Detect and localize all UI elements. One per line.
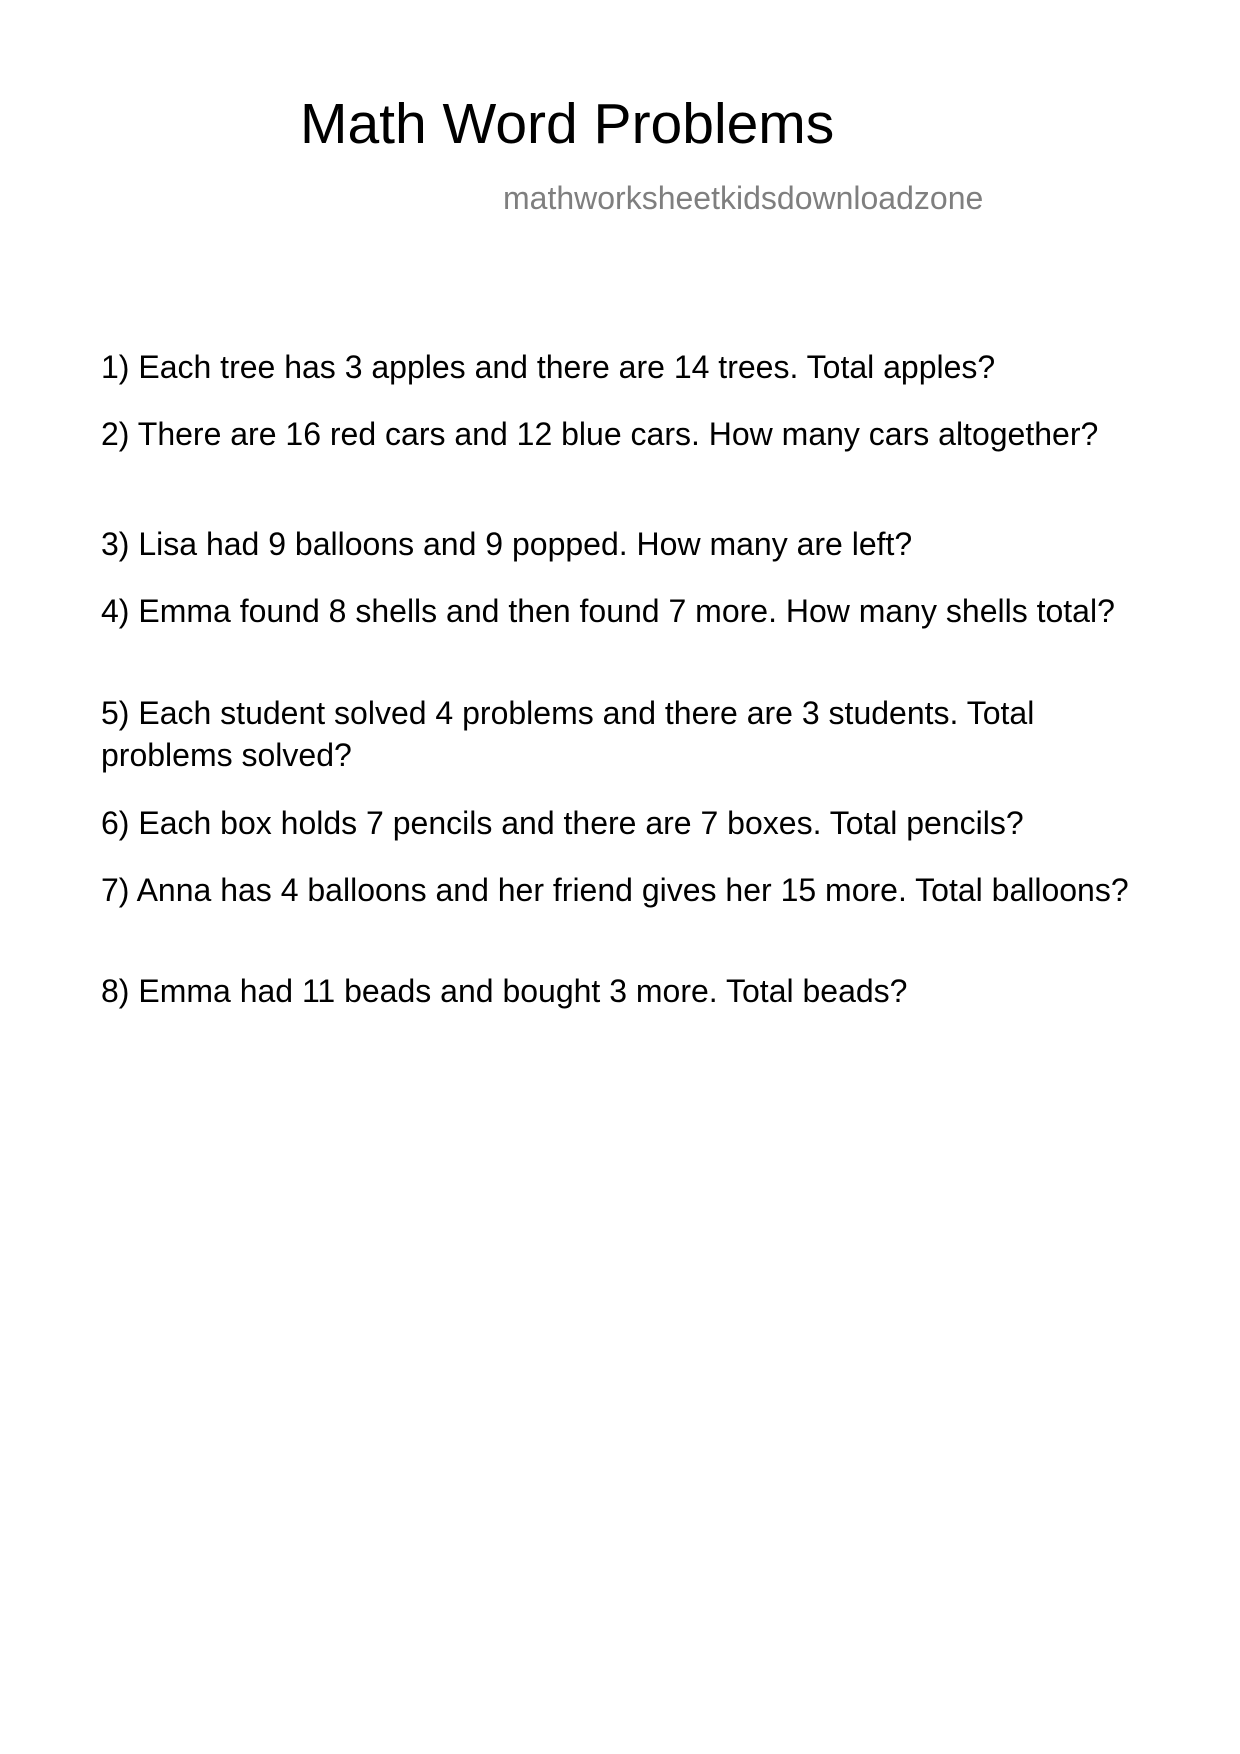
problem-item-6: 6) Each box holds 7 pencils and there are 7 boxes. Total pencils? (101, 805, 1024, 841)
problem-item-3: 3) Lisa had 9 balloons and 9 popped. How many are left? (101, 526, 913, 562)
problem-item-8: 8) Emma had 11 beads and bought 3 more. Total beads? (101, 973, 908, 1009)
problem-item-1: 1) Each tree has 3 apples and there are 14 trees. Total apples? (101, 349, 996, 385)
problem-item-4: 4) Emma found 8 shells and then found 7 more. How many shells total? (101, 593, 1115, 629)
page-title: Math Word Problems (300, 92, 835, 156)
source-watermark: mathworksheetkidsdownloadzone (503, 180, 984, 216)
problem-item-7: 7) Anna has 4 balloons and her friend gives her 15 more. Total balloons? (101, 872, 1129, 908)
problem-item-2: 2) There are 16 red cars and 12 blue cars. How many cars altogether? (101, 416, 1099, 452)
problem-item-5: 5) Each student solved 4 problems and there are 3 students. Total problems solved? (101, 695, 1035, 773)
